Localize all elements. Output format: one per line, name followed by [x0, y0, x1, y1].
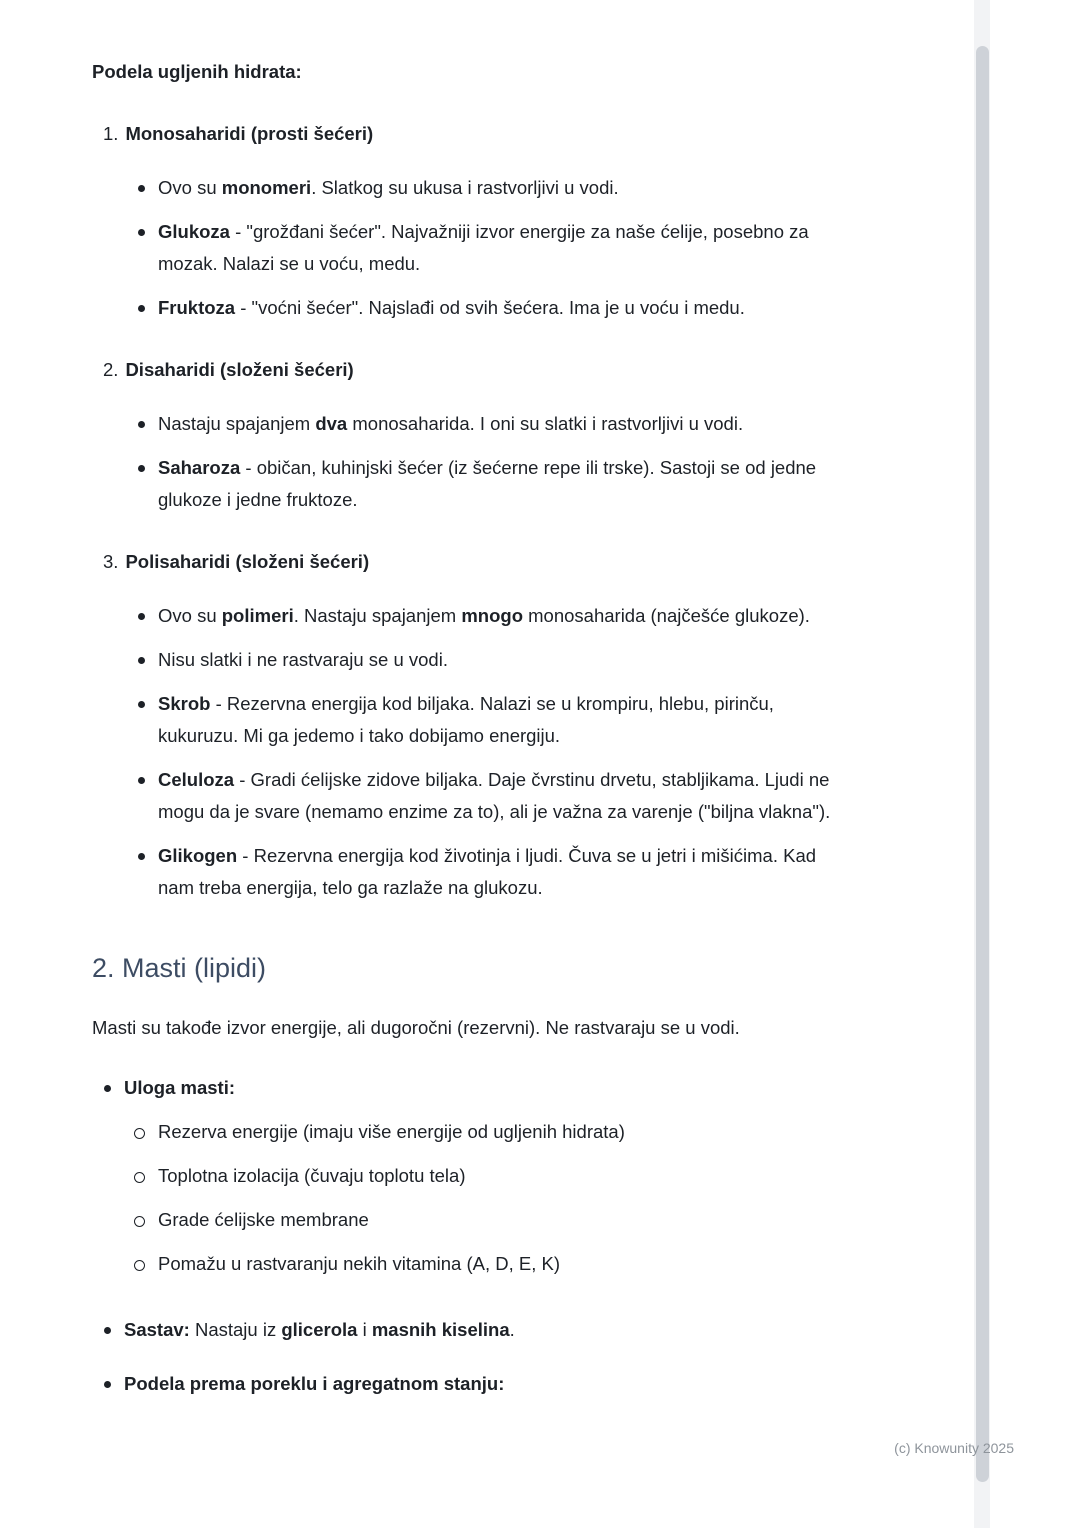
paragraph: [92, 1012, 850, 1044]
scrollbar-thumb[interactable]: [976, 46, 989, 1482]
text-run: - običan, kuhinjski šećer (iz šećerne repe ili trske). Sastoji se od jedne glukoze i jedne fruktoze.: [158, 457, 817, 510]
bullet-item: [137, 688, 850, 752]
bullet-circle-icon: [134, 1160, 158, 1192]
list-item-text: [158, 408, 850, 440]
numbered-item-title: [125, 546, 369, 578]
list-item-text: [158, 452, 850, 516]
bold-text: masnih kiselina: [371, 1319, 510, 1340]
list-number: 1.: [103, 123, 119, 144]
text-run: . Slatkog su ukusa i rastvorljivi u vodi.: [311, 177, 619, 198]
watermark: (c) Knowunity 2025: [894, 1440, 1014, 1456]
text-run: - "grožđani šećer". Najvažniji izvor energije za naše ćelije, posebno za mozak. Nalazi se u voću, medu.: [158, 221, 809, 274]
text-run: Pomažu u rastvaranju nekih vitamina (A, D, E, K): [158, 1253, 561, 1274]
list-item-text: [158, 1248, 850, 1280]
numbered-item-title: [125, 354, 353, 386]
text-run: - "voćni šećer". Najslađi od svih šećera. Ima je u voću i medu.: [235, 297, 745, 318]
text-run: Grade ćelijske membrane: [158, 1209, 369, 1230]
list-item-text: [158, 1116, 850, 1148]
bullet-item: [137, 292, 850, 324]
text-run: monosaharida. I oni su slatki i rastvorljivi u vodi.: [347, 413, 744, 434]
list-number: 2.: [103, 359, 119, 380]
text-run: Masti su takođe izvor energije, ali dugoročni (rezervni). Ne rastvaraju se u vodi.: [92, 1017, 740, 1038]
numbered-section: [92, 546, 850, 904]
bullet-item: [103, 1314, 850, 1346]
text-run: .: [509, 1319, 515, 1340]
list-item-text: [124, 1314, 850, 1346]
bullet-item: [137, 644, 850, 676]
bold-text: Celuloza: [158, 769, 235, 790]
list-item-text: [158, 292, 850, 324]
numbered-section: [92, 118, 850, 324]
list-item-text: [158, 840, 850, 904]
bullet-circle-icon: [134, 1248, 158, 1280]
text-run: Ovo su: [158, 605, 222, 626]
list-item-text: [158, 172, 850, 204]
bullet-list: [137, 172, 850, 324]
bullet-list: [137, 408, 850, 516]
bold-text: Sastav:: [124, 1319, 190, 1340]
bullet-item: [137, 408, 850, 440]
bold-text: Saharoza: [158, 457, 241, 478]
bullet-disc-icon: [103, 1072, 124, 1292]
bullet-disc-icon: [137, 292, 158, 324]
text-run: Nastaju iz: [189, 1319, 282, 1340]
text-run: i: [357, 1319, 372, 1340]
bullet-item: [137, 840, 850, 904]
text-run: 2. Masti (lipidi): [92, 953, 267, 983]
bold-text: Disaharidi (složeni šećeri): [125, 359, 354, 380]
sub-bullet-item: [134, 1116, 850, 1148]
bullet-item: [103, 1072, 850, 1292]
sub-bullet-item: [134, 1248, 850, 1280]
numbered-item-heading: [92, 354, 850, 386]
bullet-disc-icon: [137, 408, 158, 440]
list-number: 3.: [103, 551, 119, 572]
list-item-text: [158, 644, 850, 676]
bullet-disc-icon: [137, 600, 158, 632]
list-item-text: [124, 1072, 850, 1292]
list-item-text: [124, 1368, 850, 1400]
bullet-disc-icon: [137, 764, 158, 828]
bold-text: Glukoza: [158, 221, 230, 242]
list-item-text: [158, 764, 850, 828]
numbered-item-heading: [92, 118, 850, 150]
bullet-item: [137, 216, 850, 280]
bullet-item: [137, 764, 850, 828]
list-item-text: [158, 688, 850, 752]
bold-text: mnogo: [461, 605, 523, 626]
bullet-circle-icon: [134, 1116, 158, 1148]
bold-text: Glikogen: [158, 845, 238, 866]
bullet-disc-icon: [137, 688, 158, 752]
bold-text: Polisaharidi (složeni šećeri): [125, 551, 370, 572]
text-run: Ovo su: [158, 177, 222, 198]
text-run: - Rezervna energija kod biljaka. Nalazi se u krompiru, hlebu, pirinču, kukuruzu. Mi ga jedemo i tako dobijamo energiju.: [158, 693, 774, 746]
bullet-item: [137, 600, 850, 632]
list-item-text: [158, 600, 850, 632]
bullet-item: [137, 172, 850, 204]
list-item-text: [158, 1204, 850, 1236]
bullet-disc-icon: [137, 452, 158, 516]
bold-text: Fruktoza: [158, 297, 236, 318]
bullet-disc-icon: [103, 1314, 124, 1346]
list-item-text: [158, 216, 850, 280]
numbered-section: [92, 354, 850, 516]
sub-bullet-list: [134, 1116, 850, 1280]
bullet-circle-icon: [134, 1204, 158, 1236]
bullet-disc-icon: [103, 1368, 124, 1400]
bullet-list: [137, 600, 850, 904]
bullet-disc-icon: [137, 172, 158, 204]
bold-text: Podela prema poreklu i agregatnom stanju:: [124, 1373, 505, 1394]
numbered-item-title: [125, 118, 373, 150]
bold-text: Skrob: [158, 693, 211, 714]
bold-text: Podela ugljenih hidrata:: [92, 61, 302, 82]
bold-text: dva: [315, 413, 348, 434]
text-run: Rezerva energije (imaju više energije od ugljenih hidrata): [158, 1121, 625, 1142]
text-run: . Nastaju spajanjem: [293, 605, 462, 626]
text-run: - Gradi ćelijske zidove biljaka. Daje čvrstinu drvetu, stabljikama. Ljudi ne mogu da je svare (nemamo enzime za to), ali je važna za varenje ("biljna vlakna").: [158, 769, 831, 822]
section-heading: [92, 950, 850, 986]
text-run: monosaharida (najčešće glukoze).: [523, 605, 810, 626]
paragraph: [92, 56, 850, 88]
bullet-item: [137, 452, 850, 516]
numbered-item-heading: [92, 546, 850, 578]
bold-text: Monosaharidi (prosti šećeri): [125, 123, 374, 144]
bold-text: glicerola: [281, 1319, 358, 1340]
sub-bullet-item: [134, 1160, 850, 1192]
scrollbar-track[interactable]: [974, 0, 990, 1528]
bold-text: monomeri: [221, 177, 312, 198]
bold-text: polimeri: [221, 605, 294, 626]
text-run: Nastaju spajanjem: [158, 413, 316, 434]
text-run: - Rezervna energija kod životinja i ljudi. Čuva se u jetri i mišićima. Kad nam treba energija, telo ga razlaže na glukozu.: [158, 845, 817, 898]
sub-bullet-item: [134, 1204, 850, 1236]
text-run: Nisu slatki i ne rastvaraju se u vodi.: [158, 649, 448, 670]
bullet-disc-icon: [137, 644, 158, 676]
list-item-text: [158, 1160, 850, 1192]
bullet-item: [103, 1368, 850, 1400]
bullet-disc-icon: [137, 216, 158, 280]
bold-text: Uloga masti:: [124, 1077, 236, 1098]
bullet-disc-icon: [137, 840, 158, 904]
bullet-list: [103, 1072, 850, 1400]
text-run: Toplotna izolacija (čuvaju toplotu tela): [158, 1165, 466, 1186]
